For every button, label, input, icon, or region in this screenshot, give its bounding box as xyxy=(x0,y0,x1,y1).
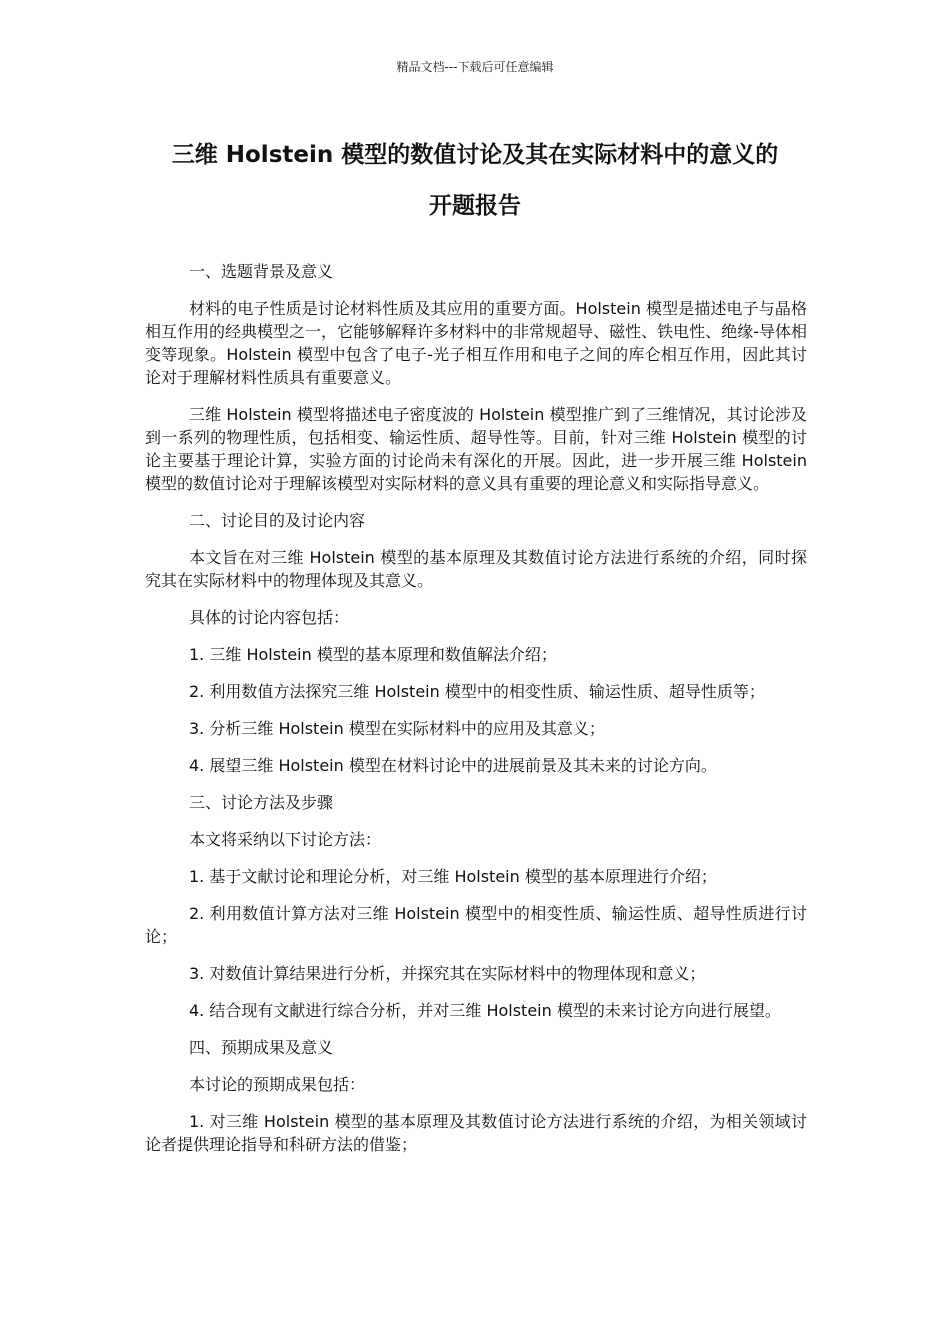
paragraph-outcomes-intro: 本讨论的预期成果包括： xyxy=(189,1075,366,1094)
list-item-method-2: 2. 利用数值计算方法对三维 Holstein 模型中的相变性质、输运性质、超导性质进行讨论； xyxy=(145,904,807,946)
list-item-method-4: 4. 结合现有文献进行综合分析，并对三维 Holstein 模型的未来讨论方向进行展望。 xyxy=(189,1001,781,1020)
list-item-method-1: 1. 基于文献讨论和理论分析，对三维 Holstein 模型的基本原理进行介绍； xyxy=(189,867,717,886)
list-item-content-4: 4. 展望三维 Holstein 模型在材料讨论中的进展前景及其未来的讨论方向。 xyxy=(189,756,717,775)
list-item-method-3: 3. 对数值计算结果进行分析，并探究其在实际材料中的物理体现和意义； xyxy=(189,964,706,983)
list-item-content-3: 3. 分析三维 Holstein 模型在实际材料中的应用及其意义； xyxy=(189,719,605,738)
paragraph-purpose: 本文旨在对三维 Holstein 模型的基本原理及其数值讨论方法进行系统的介绍，同时探究其在实际材料中的物理体现及其意义。 xyxy=(145,548,807,590)
paragraph-content-intro: 具体的讨论内容包括： xyxy=(189,608,350,627)
section-heading-purpose: 二、讨论目的及讨论内容 xyxy=(189,511,366,530)
section-heading-background: 一、选题背景及意义 xyxy=(189,262,334,281)
paragraph-background-2: 三维 Holstein 模型将描述电子密度波的 Holstein 模型推广到了三维情况，其讨论涉及到一系列的物理性质，包括相变、输运性质、超导性等。目前，针对三维 Holstein 模型的讨论主要基于理论计算，实验方面的讨论尚未有深化的开展。因此，进一步开展三维 Holstein 模型的数值讨论对于理解该模型对实际材料的意义具有重要的理论意义和实际指导意义。 xyxy=(145,405,807,493)
document-body xyxy=(145,260,807,1170)
section-heading-outcomes: 四、预期成果及意义 xyxy=(189,1038,334,1057)
list-item-content-2: 2. 利用数值方法探究三维 Holstein 模型中的相变性质、输运性质、超导性质等； xyxy=(189,682,765,701)
title-line-1: 三维 Holstein 模型的数值讨论及其在实际材料中的意义的 xyxy=(171,142,779,168)
list-item-content-1: 1. 三维 Holstein 模型的基本原理和数值解法介绍； xyxy=(189,645,557,664)
list-item-outcome-1: 1. 对三维 Holstein 模型的基本原理及其数值讨论方法进行系统的介绍，为相关领域讨论者提供理论指导和科研方法的借鉴； xyxy=(145,1112,807,1154)
title-line-2: 开题报告 xyxy=(429,193,521,219)
section-heading-methods: 三、讨论方法及步骤 xyxy=(189,793,334,812)
paragraph-methods-intro: 本文将采纳以下讨论方法： xyxy=(189,830,382,849)
header-note: 精品文档---下载后可任意编辑 xyxy=(396,60,554,74)
paragraph-background-1: 材料的电子性质是讨论材料性质及其应用的重要方面。Holstein 模型是描述电子与晶格相互作用的经典模型之一，它能够解释许多材料中的非常规超导、磁性、铁电性、绝缘-导体相变等现象。Holstein 模型中包含了电子-光子相互作用和电子之间的库仑相互作用，因此其讨论对于理解材料性质具有重要意义。 xyxy=(145,299,807,387)
document-title xyxy=(120,130,830,232)
